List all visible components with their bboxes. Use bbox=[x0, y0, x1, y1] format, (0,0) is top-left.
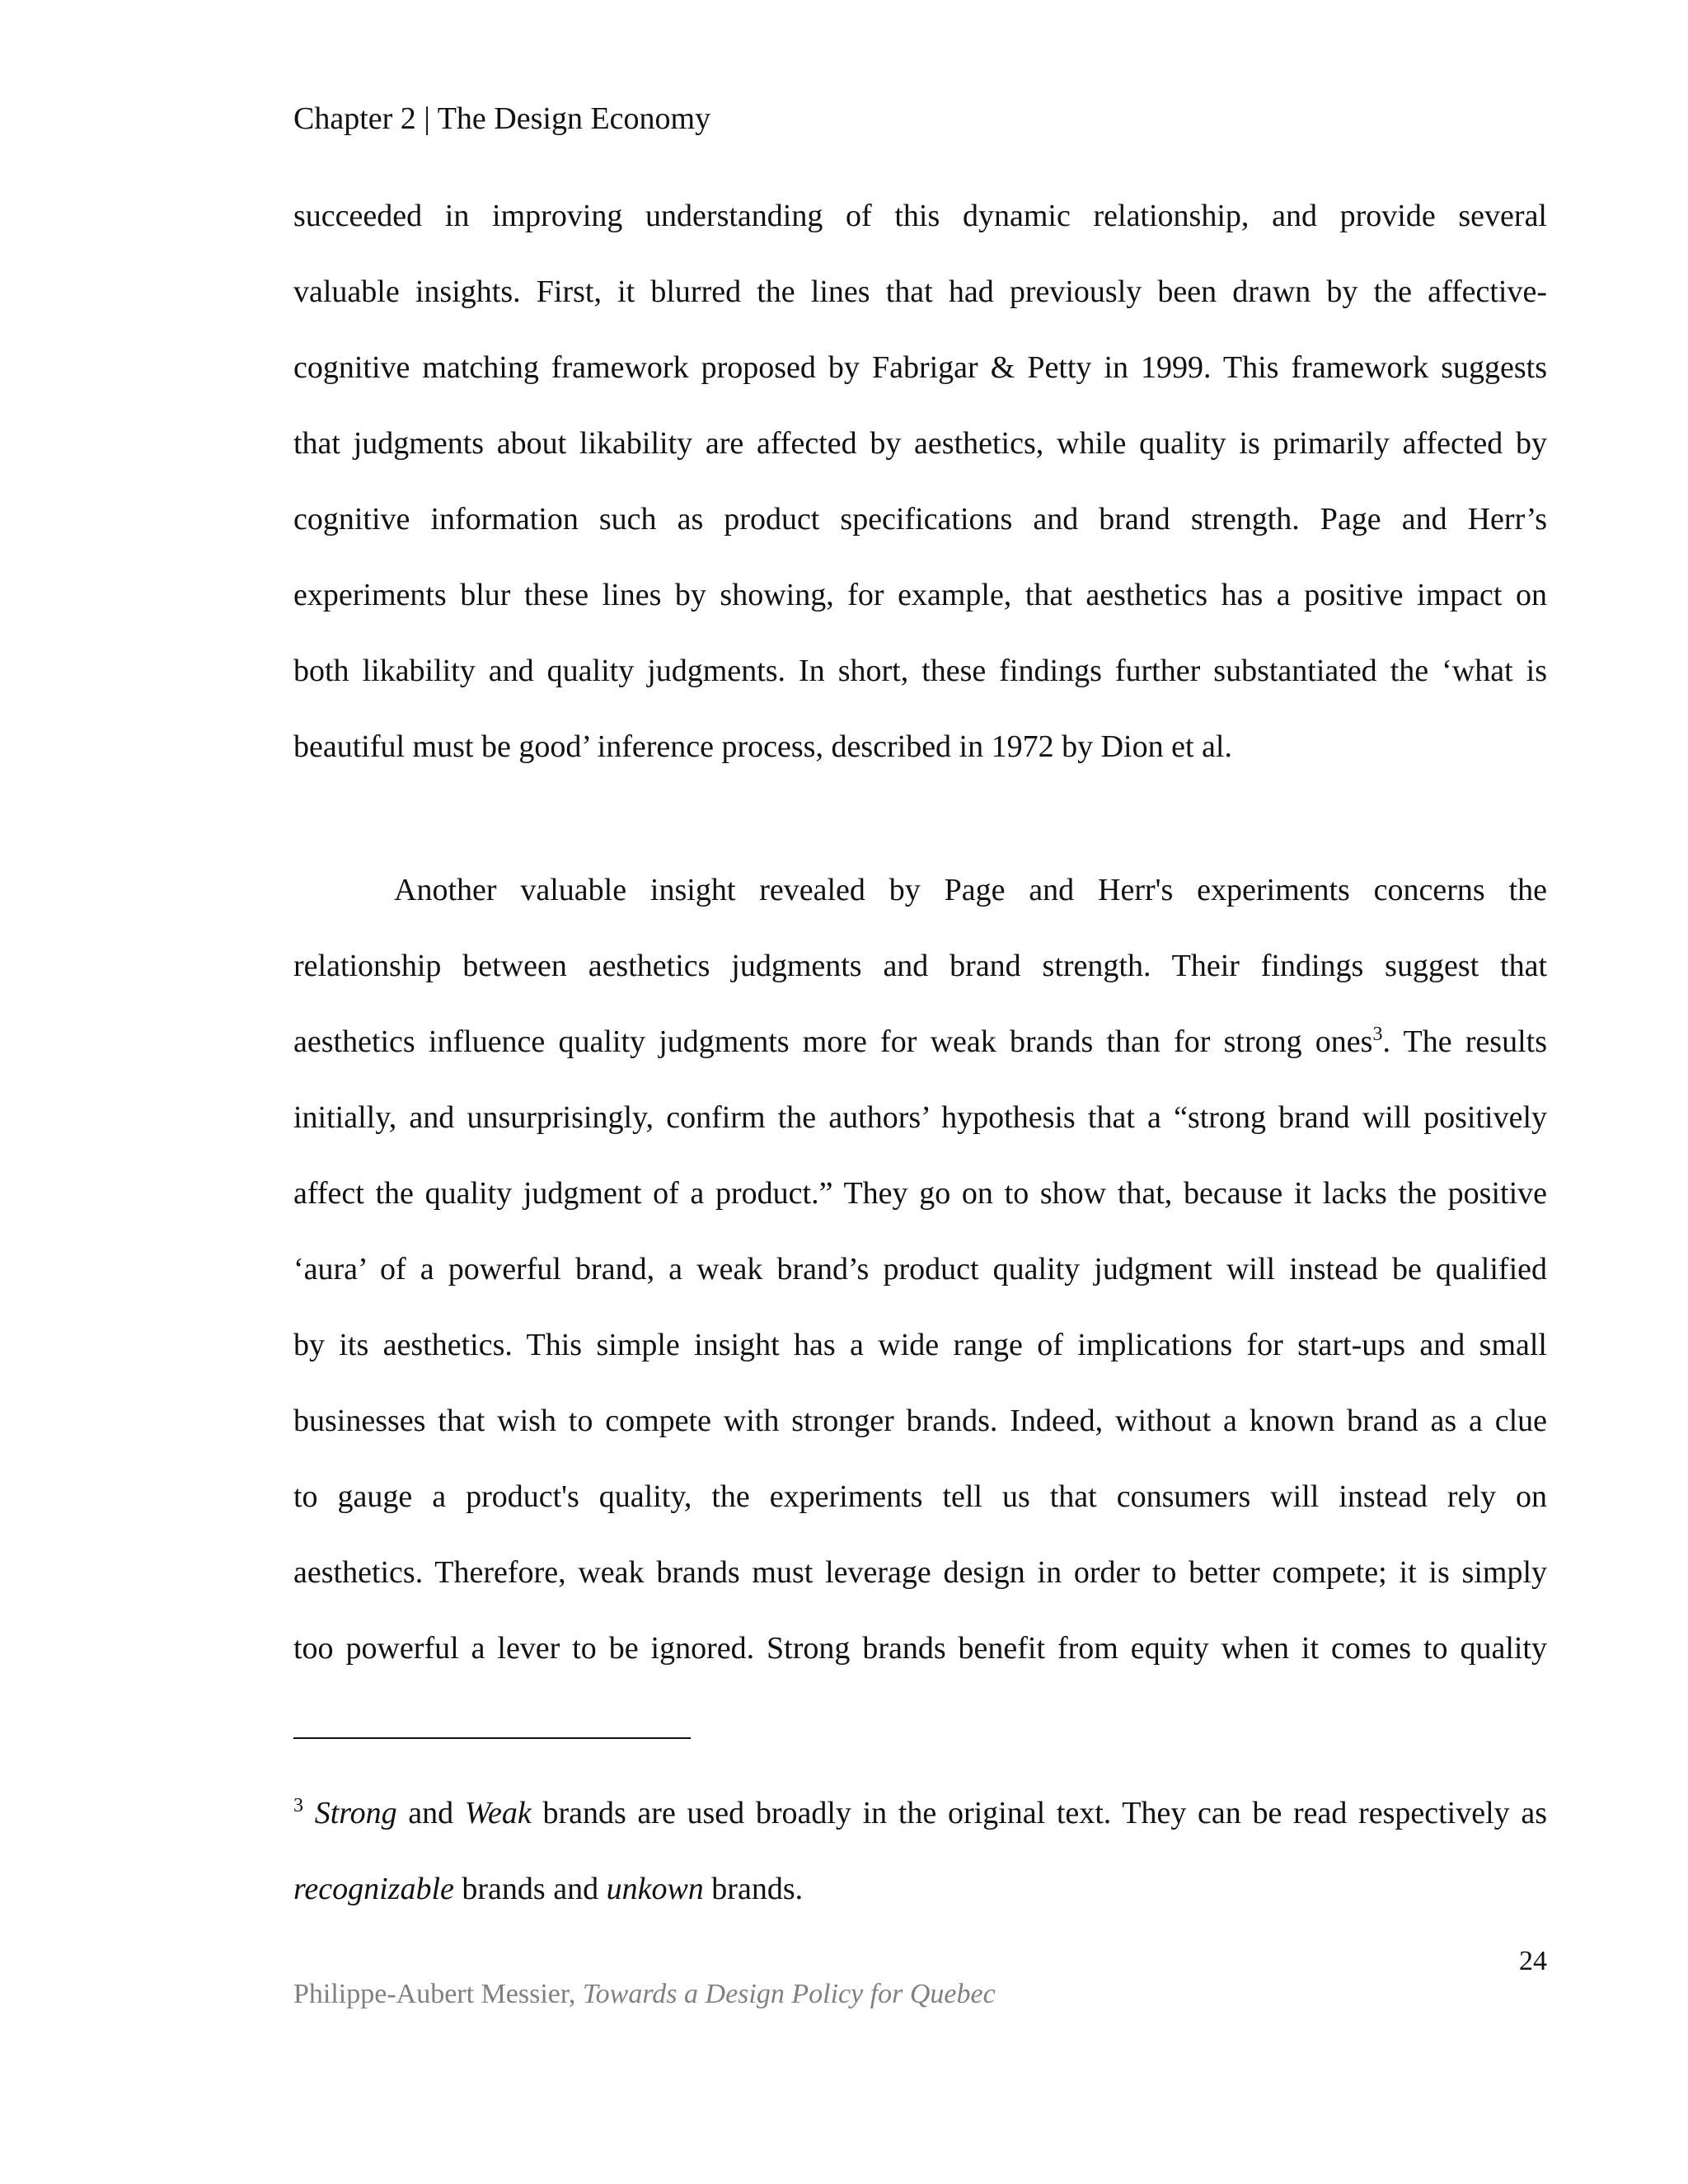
footnote-marker: 3 bbox=[293, 1795, 303, 1816]
paragraph-2-line: Another valuable insight revealed by Page and Herr's experiments concerns the bbox=[394, 873, 1547, 907]
running-footer bbox=[293, 1975, 996, 2014]
footnote-text: and bbox=[396, 1796, 465, 1830]
paragraph-2-line: aesthetics. Therefore, weak brands must leverage design in order to better compete; it is simply bbox=[293, 1555, 1547, 1590]
footnote-term: recognizable bbox=[293, 1872, 454, 1906]
page-number: 24 bbox=[1519, 1946, 1547, 1976]
footnote-text: brands and bbox=[453, 1872, 607, 1906]
footer-title: Towards a Design Policy for Quebec bbox=[582, 1979, 996, 2009]
paragraph-2-line: businesses that wish to compete with stronger brands. Indeed, without a known brand as a clue bbox=[293, 1404, 1547, 1438]
paragraph-1-line: experiments blur these lines by showing, for example, that aesthetics has a positive impact on bbox=[293, 578, 1547, 612]
paragraph-2-line: relationship between aesthetics judgments and brand strength. Their findings suggest that bbox=[293, 949, 1547, 983]
paragraph-2-line: ‘aura’ of a powerful brand, a weak brand’s product quality judgment will instead be qualified bbox=[293, 1252, 1547, 1286]
footnote-text: brands. bbox=[703, 1872, 804, 1906]
paragraph-2-line: affect the quality judgment of a product.” They go on to show that, because it lacks the positive bbox=[293, 1176, 1547, 1211]
footnote-line bbox=[293, 1851, 1547, 1927]
footnote-separator bbox=[293, 1737, 691, 1739]
paragraph-1-line: both likability and quality judgments. In short, these findings further substantiated the ‘what is bbox=[293, 654, 1547, 688]
paragraph-1-line: that judgments about likability are affected by aesthetics, while quality is primarily affected by bbox=[293, 426, 1547, 461]
footnote bbox=[293, 1775, 1547, 1927]
paragraph-2 bbox=[293, 852, 1547, 1686]
paragraph-2-text: aesthetics influence quality judgments more for weak brands than for strong ones bbox=[293, 1024, 1373, 1059]
paragraph-1-line: cognitive information such as product specifications and brand strength. Page and Herr’s bbox=[293, 502, 1547, 537]
paragraph-2-text: . The results bbox=[1382, 1024, 1547, 1059]
paragraph-2-line: to gauge a product's quality, the experiments tell us that consumers will instead rely on bbox=[293, 1479, 1547, 1514]
paragraph-1-line: succeeded in improving understanding of this dynamic relationship, and provide several bbox=[293, 199, 1547, 233]
paragraph-1-line: beautiful must be good’ inference process, described in 1972 by Dion et al. bbox=[293, 729, 1232, 764]
footnote-text: brands are used broadly in the original text. They can be read respectively as bbox=[531, 1796, 1547, 1830]
footnote-line bbox=[293, 1775, 1547, 1851]
footnote-reference[interactable]: 3 bbox=[1372, 1024, 1383, 1045]
footer-author: Philippe-Aubert Messier, bbox=[293, 1979, 583, 2009]
footnote-term: Strong bbox=[314, 1796, 397, 1830]
paragraph-1-line: valuable insights. First, it blurred the lines that had previously been drawn by the affective- bbox=[293, 274, 1547, 309]
paragraph-2-line: initially, and unsurprisingly, confirm the authors’ hypothesis that a “strong brand will positively bbox=[293, 1100, 1547, 1135]
paragraph-2-line-with-footnote-ref bbox=[293, 1004, 1547, 1080]
paragraph-2-line: too powerful a lever to be ignored. Strong brands benefit from equity when it comes to quality bbox=[293, 1631, 1547, 1666]
paragraph-1-line: cognitive matching framework proposed by Fabrigar & Petty in 1999. This framework suggests bbox=[293, 350, 1547, 385]
running-header: Chapter 2 | The Design Economy bbox=[293, 101, 711, 136]
footnote-term: Weak bbox=[464, 1796, 532, 1830]
footnote-term: unkown bbox=[606, 1872, 704, 1906]
paragraph-2-line: by its aesthetics. This simple insight has a wide range of implications for start-ups and small bbox=[293, 1328, 1547, 1362]
paragraph-1 bbox=[293, 178, 1547, 785]
